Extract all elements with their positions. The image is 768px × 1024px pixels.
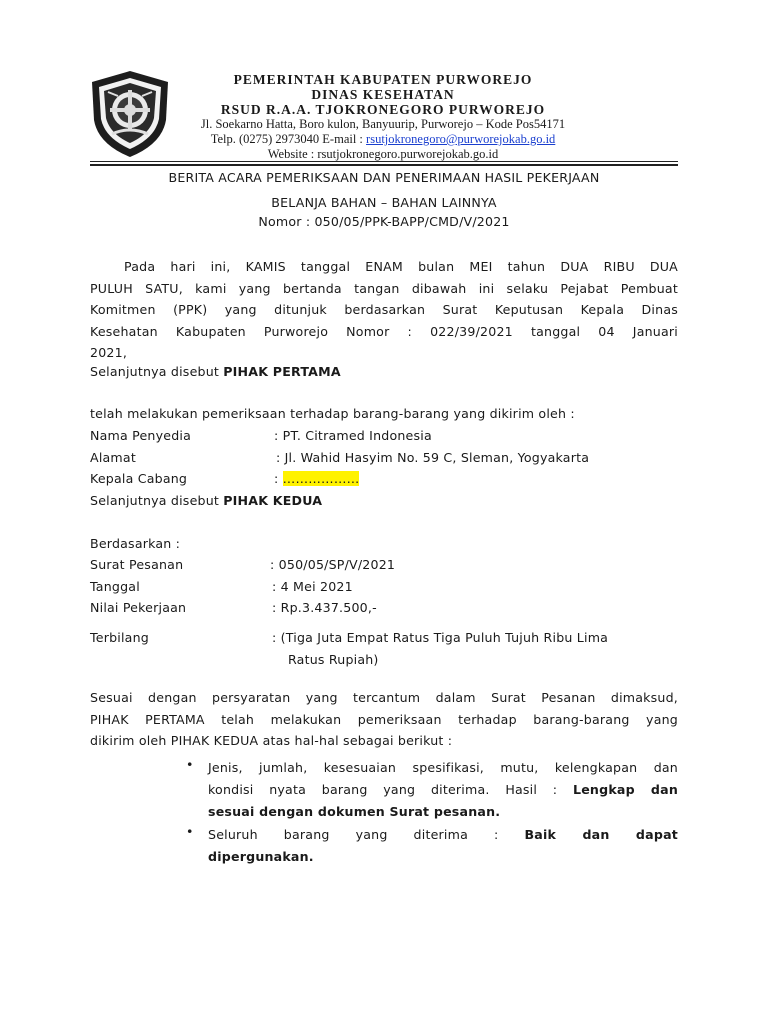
terbilang-value-line2: Ratus Rupiah) [288, 652, 379, 667]
document-number: Nomor : 050/05/PPK-BAPP/CMD/V/2021 [258, 214, 510, 229]
pihak-pertama-line: Selanjutnya disebut PIHAK PERTAMA [90, 364, 341, 379]
opening-paragraph: Pada hari ini, KAMIS tanggal ENAM bulan MEI tahun DUA RIBU DUA PULUH SATU, kami yang bertanda tangan dibawah ini selaku Pejabat Pembuat Komitmen (PPK) yang ditunjuk berdasarkan Surat Keputusan Kepala Dinas Kesehatan Kabupaten Purworejo Nomor : 022/39/2021 tanggal 04 Januari 2021, [90, 259, 678, 361]
conclusion-paragraph: Sesuai dengan persyaratan yang tercantum dalam Surat Pesanan dimaksud, PIHAK PERTAMA telah melakukan pemeriksaan terhadap barang-barang yang dikirim oleh PIHAK KEDUA atas hal-hal sebagai berikut : [90, 690, 678, 749]
letterhead [180, 72, 586, 162]
bullet-item-goods-state: Seluruh barang yang diterima : Baik dan dapat dipergunakan. [208, 827, 678, 864]
kabupaten-purworejo-emblem-icon [88, 68, 172, 160]
document-title: BERITA ACARA PEMERIKSAAN DAN PENERIMAAN HASIL PEKERJAAN [168, 170, 600, 185]
pihak-kedua-line: Selanjutnya disebut PIHAK KEDUA [90, 493, 323, 508]
letterhead-email-link[interactable]: rsutjokronegoro@purworejokab.go.id [366, 132, 556, 146]
bullet-mark: • [186, 757, 194, 772]
bullet-item-condition: Jenis, jumlah, kesesuaian spesifikasi, mutu, kelengkapan dan kondisi nyata barang yang diterima. Hasil : Lengkap dan sesuai dengan dokumen Surat pesanan. [208, 760, 678, 819]
vendor-name-label: Nama Penyedia [90, 428, 192, 443]
letterhead-department: DINAS KESEHATAN [311, 87, 455, 102]
vendor-address-value: : Jl. Wahid Hasyim No. 59 C, Sleman, Yogyakarta [276, 450, 590, 465]
vendor-name-value: : PT. Citramed Indonesia [274, 428, 432, 443]
date-value: : 4 Mei 2021 [272, 579, 353, 594]
order-letter-label: Surat Pesanan [90, 557, 184, 572]
letterhead-government: PEMERINTAH KABUPATEN PURWOREJO [233, 72, 533, 87]
letterhead-address: Jl. Soekarno Hatta, Boro kulon, Banyuurip, Purworejo – Kode Pos54171 [200, 117, 566, 131]
date-label: Tanggal [90, 579, 140, 594]
branch-head-value: : ……………… [274, 471, 360, 486]
terbilang-value-line1: : (Tiga Juta Empat Ratus Tiga Puluh Tujuh Ribu Lima [272, 630, 609, 645]
bullet-mark: • [186, 824, 194, 839]
letterhead-hospital: RSUD R.A.A. TJOKRONEGORO PURWOREJO [220, 102, 546, 117]
document-subtitle: BELANJA BAHAN – BAHAN LAINNYA [271, 195, 497, 210]
letterhead-contact [180, 132, 586, 147]
vendor-address-label: Alamat [90, 450, 136, 465]
branch-head-label: Kepala Cabang [90, 471, 188, 486]
order-letter-value: : 050/05/SP/V/2021 [270, 557, 396, 572]
letterhead-divider-thick [90, 164, 678, 166]
letterhead-website: Website : rsutjokronegoro.purworejokab.go.id [267, 147, 499, 161]
inspection-intro: telah melakukan pemeriksaan terhadap barang-barang yang dikirim oleh : [90, 406, 575, 421]
letterhead-divider-thin [90, 161, 678, 162]
basis-heading: Berdasarkan : [90, 536, 181, 551]
letterhead-phone: Telp. (0275) 2973040 E-mail : [210, 132, 367, 146]
pihak-pertama-label: PIHAK PERTAMA [223, 364, 341, 379]
work-value-label: Nilai Pekerjaan [90, 600, 187, 615]
terbilang-label: Terbilang [90, 630, 149, 645]
branch-head-placeholder: ……………… [282, 471, 360, 486]
work-value-amount: : Rp.3.437.500,- [272, 600, 377, 615]
pihak-kedua-label: PIHAK KEDUA [223, 493, 323, 508]
